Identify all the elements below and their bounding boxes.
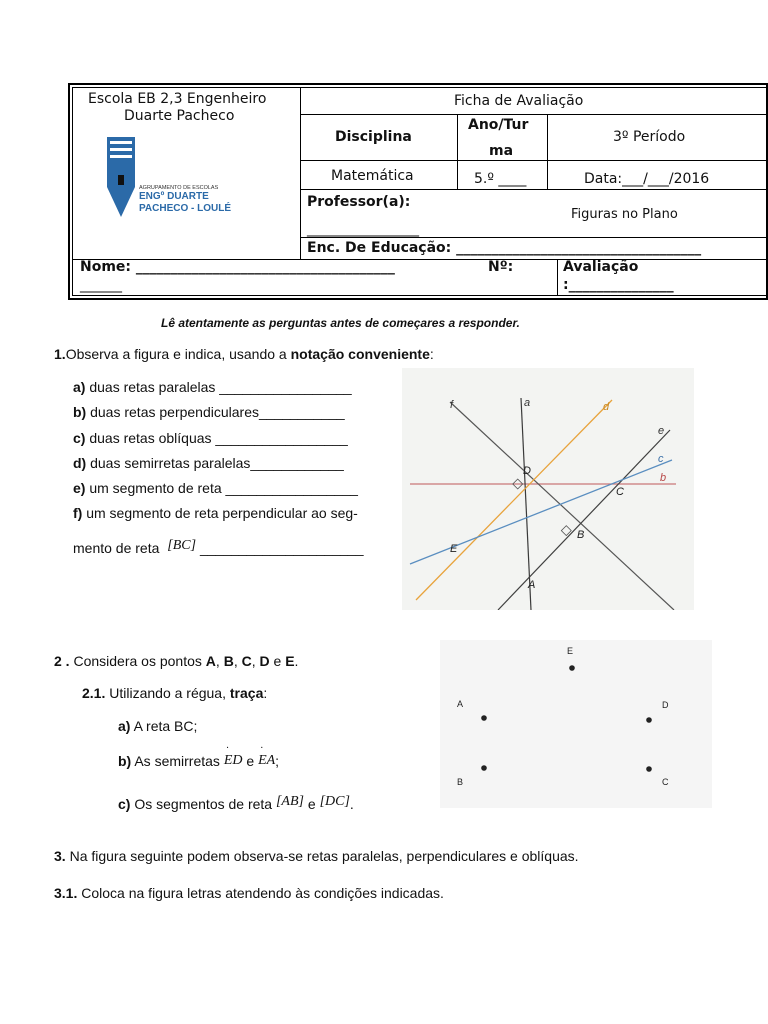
label-b: b bbox=[660, 472, 667, 484]
points-figure bbox=[440, 640, 712, 808]
disciplina-value: Matemática bbox=[331, 168, 414, 184]
date-field[interactable]: Data:___/___/2016 bbox=[584, 171, 710, 187]
disciplina-label: Disciplina bbox=[335, 129, 412, 145]
topic-label: Figuras no Plano bbox=[571, 207, 678, 222]
header-divider bbox=[557, 259, 558, 296]
header-divider bbox=[457, 114, 458, 189]
label-point-B: B bbox=[457, 777, 464, 787]
line-d bbox=[416, 400, 612, 600]
numero-label[interactable]: Nº: bbox=[488, 259, 514, 275]
lines-figure bbox=[402, 368, 694, 610]
label-f: f bbox=[450, 399, 454, 411]
ano-turma-label-line2: ma bbox=[489, 143, 514, 159]
label-point-E: E bbox=[567, 646, 574, 656]
label-point-D: D bbox=[662, 700, 669, 710]
label-C: C bbox=[616, 486, 624, 498]
label-d: d bbox=[603, 401, 610, 413]
label-a: a bbox=[524, 397, 531, 409]
nome-field[interactable]: Nome: _____________________________________ bbox=[80, 259, 395, 275]
q2-item-c[interactable]: c) Os segmentos de reta [AB] e [DC]. bbox=[118, 794, 354, 812]
point-B bbox=[481, 765, 487, 771]
question-2-prompt: 2 . Considera os pontos A, B, C, D e E. bbox=[54, 653, 299, 669]
ano-turma-label-line1: Ano/Tur bbox=[468, 117, 529, 133]
q1-item-f-continuation[interactable]: mento de reta [BC] _____________________ bbox=[73, 538, 364, 556]
ano-value[interactable]: 5.º ____ bbox=[474, 171, 527, 187]
question-3-1-prompt: 3.1. Coloca na figura letras atendendo às condições indicadas. bbox=[54, 885, 444, 901]
question-2-1-prompt: 2.1. Utilizando a régua, traça: bbox=[82, 685, 268, 701]
q1-item-e[interactable]: e) um segmento de reta _________________ bbox=[73, 480, 358, 496]
school-name-line2: Duarte Pacheco bbox=[124, 108, 235, 124]
nome-field-continuation[interactable]: ______ bbox=[80, 277, 122, 293]
header-divider bbox=[300, 237, 768, 238]
svg-text:AGRUPAMENTO DE ESCOLAS: AGRUPAMENTO DE ESCOLAS bbox=[139, 185, 219, 191]
point-A bbox=[481, 715, 487, 721]
q1-item-d[interactable]: d) duas semirretas paralelas____________ bbox=[73, 455, 344, 471]
header-divider bbox=[300, 87, 301, 259]
label-B: B bbox=[577, 529, 585, 541]
svg-text:ENGº DUARTE: ENGº DUARTE bbox=[139, 191, 209, 202]
school-logo bbox=[107, 135, 257, 221]
header-divider bbox=[300, 160, 768, 161]
header-divider bbox=[547, 114, 548, 189]
svg-text:PACHECO - LOULÉ: PACHECO - LOULÉ bbox=[139, 203, 232, 214]
point-D bbox=[646, 717, 652, 723]
line-f bbox=[450, 402, 674, 610]
question-1-prompt: 1.Observa a figura e indica, usando a notação conveniente: bbox=[54, 346, 434, 362]
form-title: Ficha de Avaliação bbox=[454, 93, 584, 109]
point-C bbox=[646, 766, 652, 772]
avaliacao-field[interactable]: :_______________ bbox=[563, 277, 674, 293]
label-E: E bbox=[450, 543, 458, 555]
avaliacao-label: Avaliação bbox=[563, 259, 639, 275]
label-A: A bbox=[528, 579, 536, 591]
instructions: Lê atentamente as perguntas antes de começares a responder. bbox=[161, 316, 520, 330]
school-name-line1: Escola EB 2,3 Engenheiro bbox=[88, 91, 267, 107]
q1-item-b[interactable]: b) duas retas perpendiculares___________ bbox=[73, 404, 345, 420]
professor-label: Professor(a): bbox=[307, 194, 411, 210]
label-c: c bbox=[658, 453, 664, 465]
label-D: D bbox=[523, 465, 531, 477]
professor-field[interactable]: ________________ bbox=[307, 221, 419, 237]
label-e: e bbox=[658, 425, 665, 437]
q2-item-a[interactable]: a) A reta BC; bbox=[118, 718, 198, 734]
header-divider bbox=[300, 114, 768, 115]
label-point-A: A bbox=[457, 699, 464, 709]
point-E bbox=[569, 665, 575, 671]
header-divider bbox=[300, 189, 768, 190]
q2-item-b[interactable]: b) As semirretas · ED e · EA; bbox=[118, 743, 280, 769]
periodo-label: 3º Período bbox=[613, 129, 686, 145]
question-3-prompt: 3. Na figura seguinte podem observa-se retas paralelas, perpendiculares e oblíquas. bbox=[54, 848, 579, 864]
q1-item-a[interactable]: a) duas retas paralelas _________________ bbox=[73, 379, 352, 395]
q1-item-f[interactable]: f) um segmento de reta perpendicular ao seg- bbox=[73, 505, 358, 521]
enc-educacao-field[interactable]: Enc. De Educação: ___________________________________ bbox=[307, 240, 702, 256]
q1-item-c[interactable]: c) duas retas oblíquas _________________ bbox=[73, 430, 348, 446]
label-point-C: C bbox=[662, 777, 669, 787]
